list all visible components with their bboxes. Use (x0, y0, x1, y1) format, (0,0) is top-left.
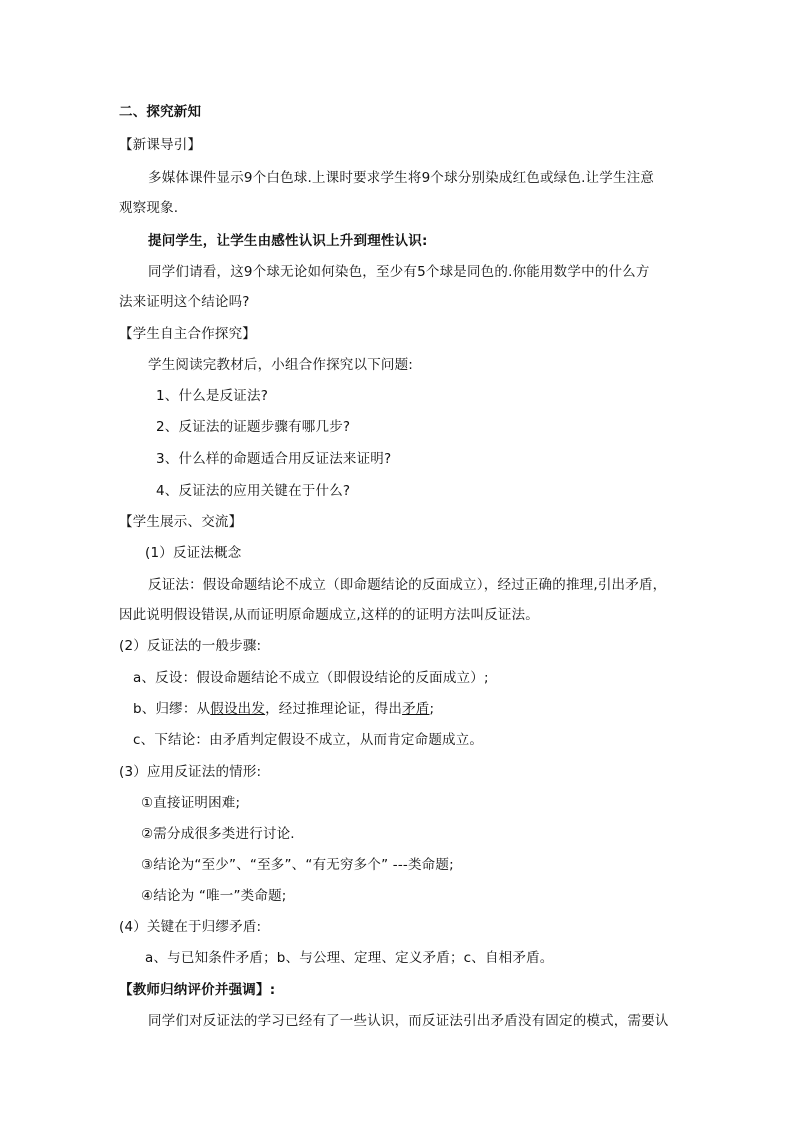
step-b-middle: ，经过推理论证，得出 (265, 701, 403, 717)
show-item-2-title: (2）反证法的一般步骤: (119, 638, 262, 654)
explore-question-1: 1、什么是反证法? (156, 388, 269, 404)
step-b-underlined-2: 矛盾 (402, 701, 430, 717)
explore-question-3: 3、什么样的命题适合用反证法来证明? (156, 451, 392, 467)
key-points: a、与已知条件矛盾；b、与公理、定理、定义矛盾；c、自相矛盾。 (145, 950, 554, 966)
step-b-suffix: ; (429, 701, 435, 717)
step-c: c、下结论：由矛盾判定假设不成立，从而肯定命题成立。 (133, 732, 484, 748)
step-b-prefix: b、归缪：从 (133, 701, 211, 717)
teacher-heading: 【教师归纳评价并强调】: (119, 982, 276, 998)
case-2: ②需分成很多类进行讨论. (141, 826, 295, 842)
explore-intro: 学生阅读完教材后，小组合作探究以下问题: (148, 357, 414, 373)
intro-question-line-2: 法来证明这个结论吗? (119, 294, 250, 310)
show-item-4-title: (4）关键在于归缪矛盾: (119, 919, 262, 935)
intro-paragraph-line-2: 观察现象. (119, 200, 179, 216)
intro-prompt: 提问学生，让学生由感性认识上升到理性认识: (148, 233, 428, 249)
definition-line-1: 反证法：假设命题结论不成立（即命题结论的反面成立），经过正确的推理,引出矛盾， (148, 577, 667, 593)
explore-heading: 【学生自主合作探究】 (119, 326, 256, 342)
step-a: a、反设：假设命题结论不成立（即假设结论的反面成立）; (133, 670, 489, 686)
show-heading: 【学生展示、交流】 (119, 514, 243, 530)
explore-question-2: 2、反证法的证题步骤有哪几步? (156, 419, 351, 435)
show-item-1-title: (1）反证法概念 (145, 545, 242, 561)
definition-line-2: 因此说明假设错误,从而证明原命题成立,这样的的证明方法叫反证法。 (119, 607, 539, 623)
case-3: ③结论为“至少”、“至多”、“有无穷多个” ---类命题; (141, 857, 454, 873)
teacher-paragraph-line-1: 同学们对反证法的学习已经有了一些认识，而反证法引出矛盾没有固定的模式，需要认 (148, 1013, 669, 1029)
step-b (133, 699, 434, 719)
case-1: ①直接证明困难; (141, 795, 241, 811)
intro-paragraph-line-1: 多媒体课件显示9个白色球.上课时要求学生将9个球分别染成红色或绿色.让学生注意 (148, 170, 655, 186)
show-item-3-title: (3）应用反证法的情形: (119, 764, 262, 780)
case-4: ④结论为 “唯一”类命题; (141, 888, 287, 904)
step-b-underlined-1: 假设出发 (210, 701, 266, 717)
intro-heading: 【新课导引】 (119, 137, 202, 153)
intro-question-line-1: 同学们请看，这9个球无论如何染色，至少有5个球是同色的.你能用数学中的什么方 (148, 264, 650, 280)
explore-question-4: 4、反证法的应用关键在于什么? (156, 483, 351, 499)
section-heading: 二、探究新知 (119, 104, 202, 120)
